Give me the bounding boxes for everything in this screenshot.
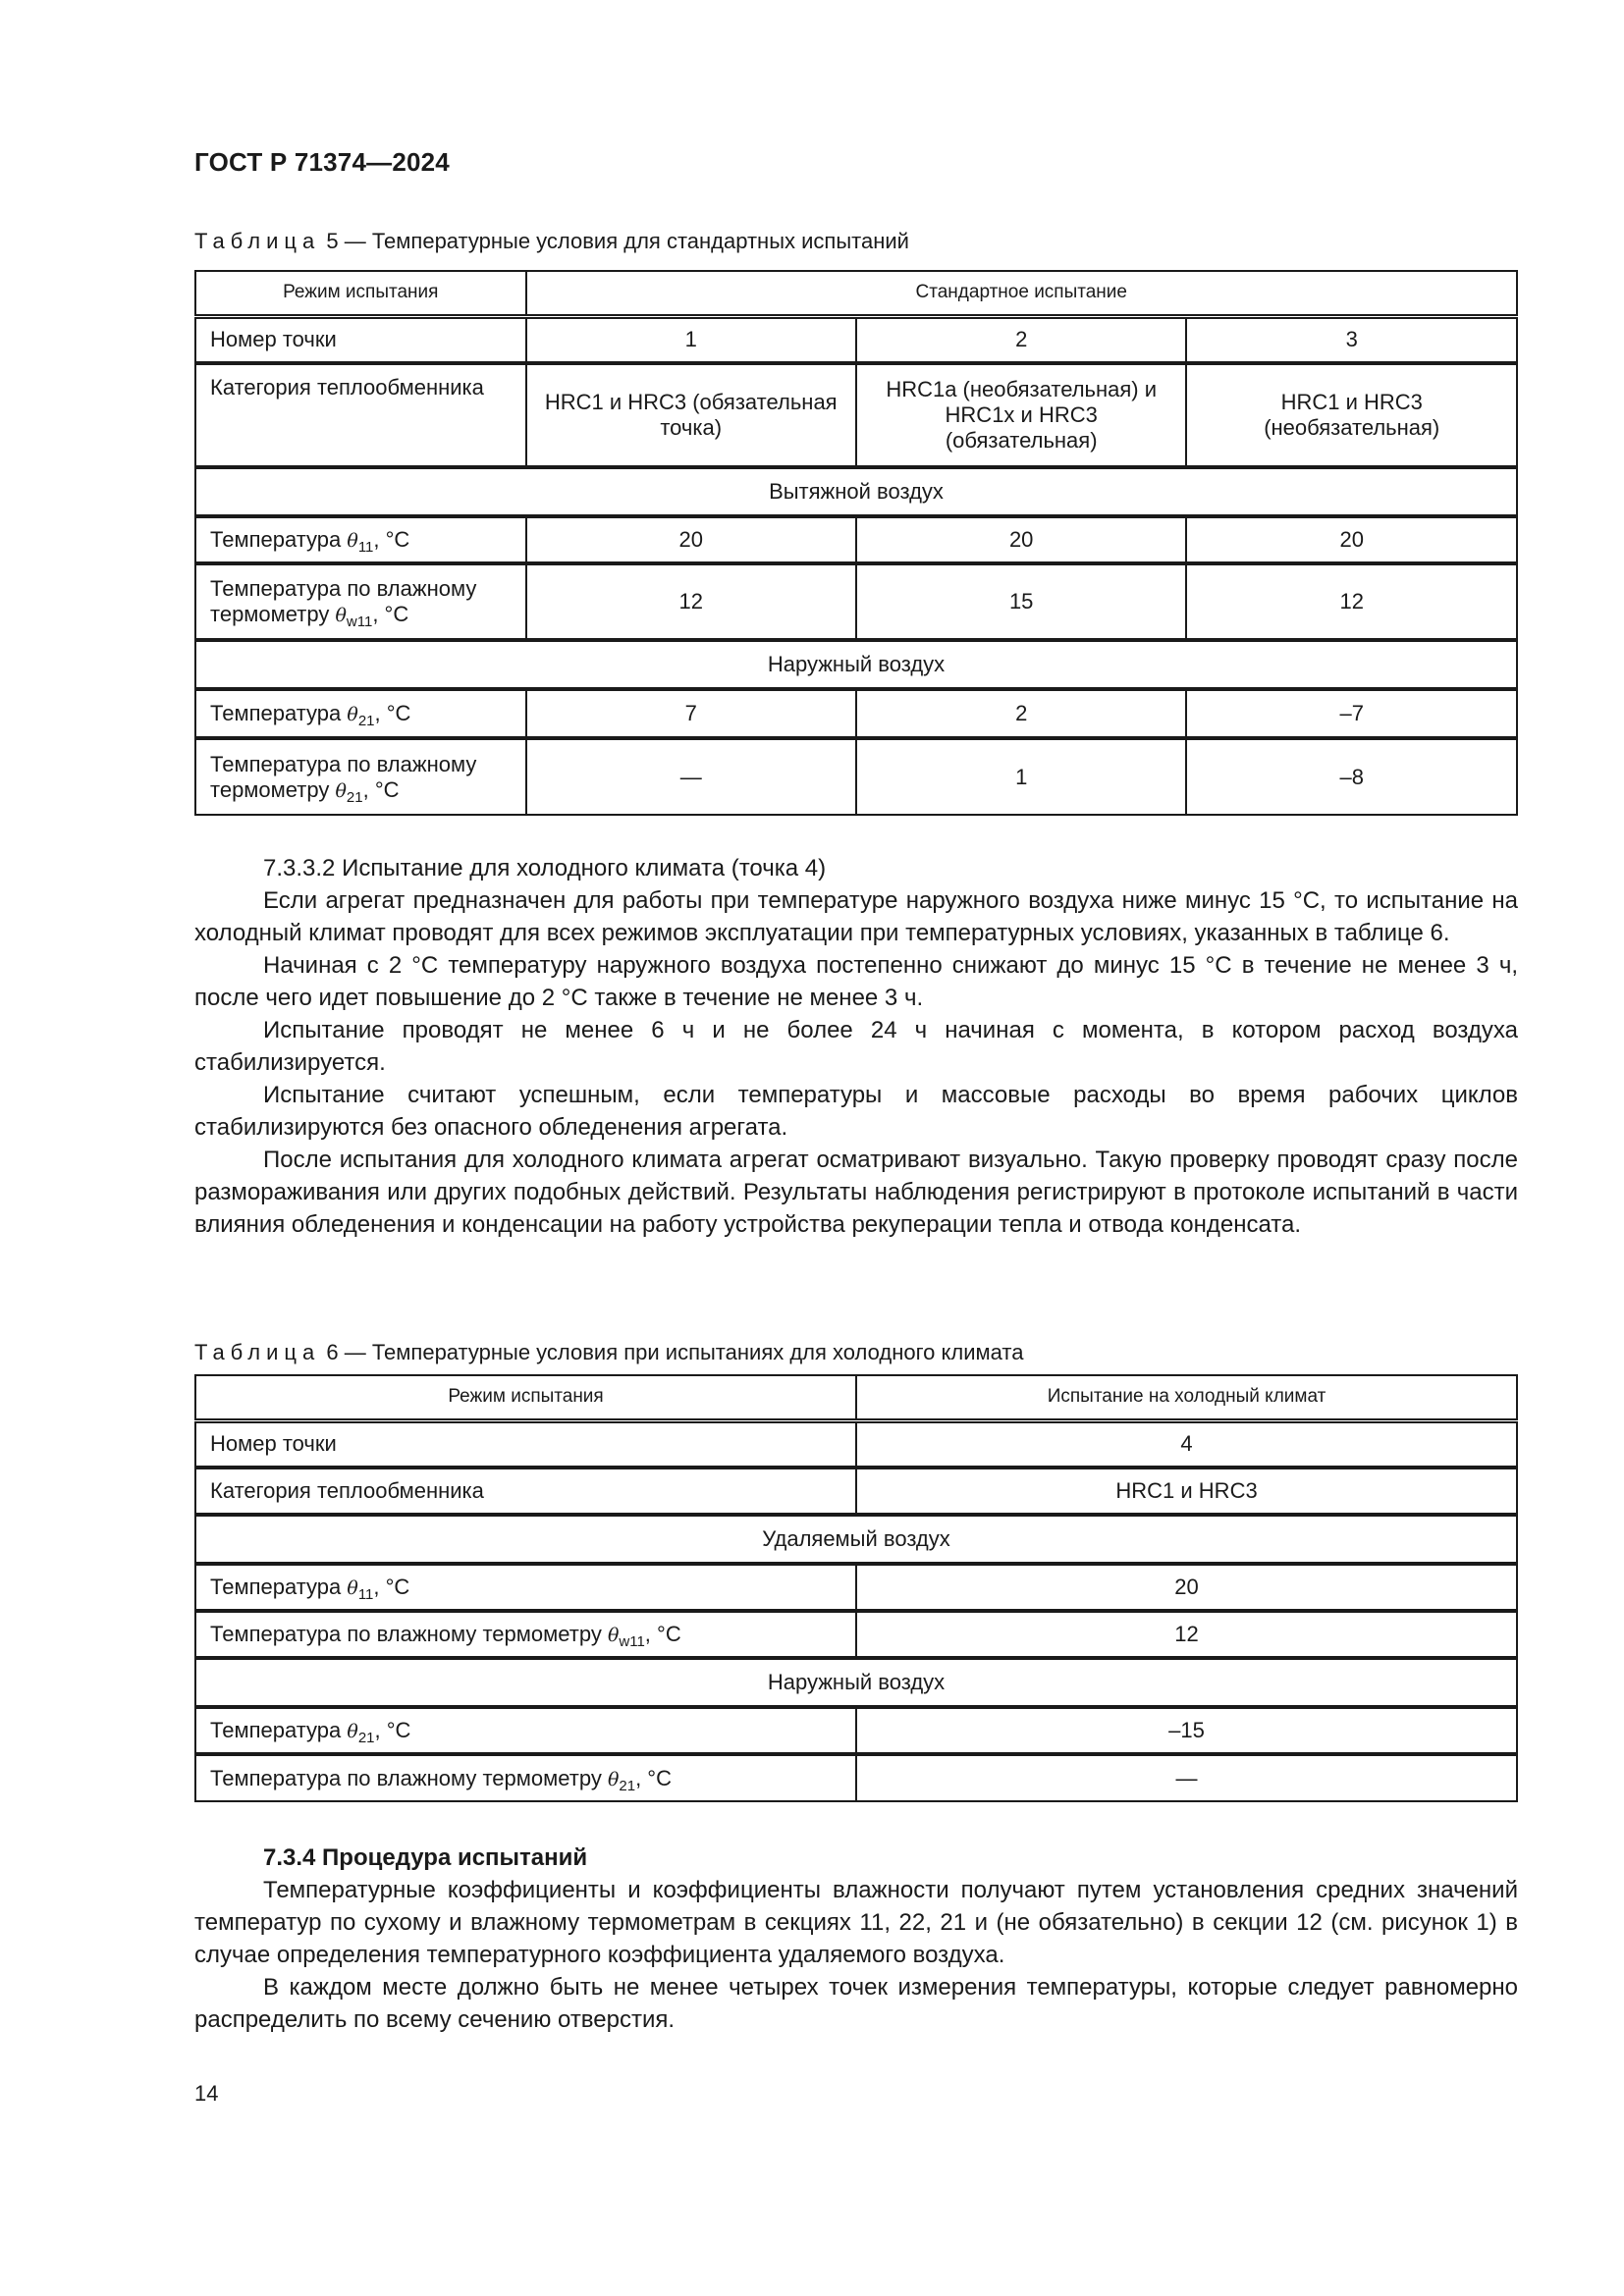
row-label: Номер точки xyxy=(195,316,526,363)
label-text: Температура по влажному xyxy=(210,576,477,601)
table6-caption-word: Таблица xyxy=(194,1340,321,1364)
label-text: Температура xyxy=(210,701,348,725)
label-text: Температура xyxy=(210,527,348,552)
page-number: 14 xyxy=(194,2081,219,2106)
section-title: Удаляемый воздух xyxy=(195,1515,1517,1564)
table5-header-row xyxy=(195,271,1517,316)
unit: , °С xyxy=(373,527,410,552)
row-label: Категория теплообменника xyxy=(195,1468,856,1515)
unit: , °С xyxy=(362,776,400,802)
subscript: 11 xyxy=(357,1586,374,1603)
section-title: Вытяжной воздух xyxy=(195,467,1517,516)
cell: 1 xyxy=(526,316,856,363)
label-text: Температура по влажному термометру xyxy=(210,1765,608,1790)
cell: 4 xyxy=(856,1420,1517,1468)
table5-caption xyxy=(194,229,909,254)
paragraph: Если агрегат предназначен для работы при температуре наружного воздуха ниже минус 15 °С, то испытание на холодный климат проводят для всех режимов эксплуатации при температурных условиях, указанных в таблице 6. xyxy=(194,887,1518,946)
theta-symbol: θ xyxy=(347,1577,358,1599)
row-label xyxy=(195,516,526,563)
cell: 20 xyxy=(526,516,856,563)
table6-caption-text: 6 — Температурные условия при испытаниях для холодного климата xyxy=(326,1340,1024,1364)
label-text: Температура по влажному xyxy=(210,751,477,776)
theta-symbol: θ xyxy=(335,779,347,802)
row-label xyxy=(195,689,526,738)
paragraph: Испытание считают успешным, если температуры и массовые расходы во время рабочих циклов стабилизируются без опасного обледенения агрегата. xyxy=(194,1082,1518,1141)
section-row xyxy=(195,467,1517,516)
cell: 2 xyxy=(856,316,1187,363)
cell: –15 xyxy=(856,1707,1517,1754)
document-id: ГОСТ Р 71374—2024 xyxy=(194,147,450,177)
theta-symbol: θ xyxy=(347,704,358,725)
label-text: термометру xyxy=(210,776,336,802)
subscript: 21 xyxy=(357,1730,375,1746)
section-7332 xyxy=(194,852,1518,1241)
table6-caption xyxy=(194,1340,1023,1365)
section-title: Наружный воздух xyxy=(195,640,1517,689)
table-row xyxy=(195,316,1517,363)
section-734 xyxy=(194,1842,1518,2036)
section-heading: 7.3.3.2 Испытание для холодного климата (точка 4) xyxy=(263,855,827,881)
subscript: 21 xyxy=(619,1777,636,1794)
table-row xyxy=(195,738,1517,815)
section-title: Наружный воздух xyxy=(195,1658,1517,1707)
cell: HRC1 и HRC3 xyxy=(856,1468,1517,1515)
table5-caption-word: Таблица xyxy=(194,229,321,253)
subscript: w11 xyxy=(619,1633,645,1650)
cell: 15 xyxy=(856,563,1187,640)
cell: 20 xyxy=(1186,516,1517,563)
table5-caption-text: 5 — Температурные условия для стандартных испытаний xyxy=(326,229,909,253)
table-row xyxy=(195,1707,1517,1754)
theta-symbol: θ xyxy=(347,530,358,552)
row-label xyxy=(195,738,526,815)
table6 xyxy=(194,1374,1518,1802)
theta-symbol: θ xyxy=(607,1625,620,1646)
cell: 7 xyxy=(526,689,856,738)
cell: 12 xyxy=(1186,563,1517,640)
paragraph: Испытание проводят не менее 6 ч и не более 24 ч начиная с момента, в котором расход воздуха стабилизируется. xyxy=(194,1017,1518,1076)
row-label xyxy=(195,1564,856,1611)
row-label: Номер точки xyxy=(195,1420,856,1468)
label-text: Температура по влажному термометру xyxy=(210,1622,608,1646)
unit: , °С xyxy=(374,701,411,725)
table-row xyxy=(195,689,1517,738)
table6-header-cold: Испытание на холодный климат xyxy=(856,1375,1517,1420)
section-row xyxy=(195,640,1517,689)
table5 xyxy=(194,270,1518,816)
row-label: Категория теплообменника xyxy=(195,363,526,467)
cell: 2 xyxy=(856,689,1187,738)
row-label xyxy=(195,1707,856,1754)
table-row xyxy=(195,563,1517,640)
unit: , °С xyxy=(374,1718,411,1742)
section-row xyxy=(195,1658,1517,1707)
cell: — xyxy=(526,738,856,815)
subscript: 11 xyxy=(357,539,374,556)
unit: , °С xyxy=(372,602,409,626)
theta-symbol: θ xyxy=(335,605,347,626)
subscript: 21 xyxy=(357,713,375,729)
label-text: Температура xyxy=(210,1718,348,1742)
cell: 12 xyxy=(526,563,856,640)
cell: HRC1 и HRC3 (обязательная точка) xyxy=(526,363,856,467)
table-row xyxy=(195,1468,1517,1515)
table5-header-standard: Стандартное испытание xyxy=(526,271,1518,316)
section-heading: 7.3.4 Процедура испытаний xyxy=(263,1844,588,1871)
row-label xyxy=(195,1754,856,1801)
row-label xyxy=(195,1611,856,1658)
subscript: 21 xyxy=(346,788,363,806)
table5-header-mode: Режим испытания xyxy=(195,271,526,316)
row-label xyxy=(195,563,526,640)
subscript: w11 xyxy=(346,614,373,630)
label-text: Температура xyxy=(210,1575,348,1599)
paragraph: После испытания для холодного климата агрегат осматривают визуально. Такую проверку проводят сразу после размораживания или других подобных действий. Результаты наблюдения регистрируют в протоколе испытаний в части влияния обледенения и конденсации на работу устройства рекуперации тепла и отвода конденсата. xyxy=(194,1147,1518,1238)
theta-symbol: θ xyxy=(347,1721,358,1742)
unit: , °С xyxy=(635,1765,672,1790)
unit: , °С xyxy=(373,1575,410,1599)
table-row xyxy=(195,1754,1517,1801)
table-row xyxy=(195,1564,1517,1611)
table-row xyxy=(195,363,1517,467)
cell: 12 xyxy=(856,1611,1517,1658)
paragraph: Начиная с 2 °С температуру наружного воздуха постепенно снижают до минус 15 °С в течение не менее 3 ч, после чего идет повышение до 2 °С также в течение не менее 3 ч. xyxy=(194,952,1518,1011)
section-row xyxy=(195,1515,1517,1564)
paragraph: Температурные коэффициенты и коэффициенты влажности получают путем установления средних значений температур по сухому и влажному термометрам в секциях 11, 22, 21 и (не обязательно) в секции 12 (см. рисунок 1) в случае определения температурного коэффициента удаляемого воздуха. xyxy=(194,1877,1518,1968)
cell: 20 xyxy=(856,516,1187,563)
cell: HRC1a (необязательная) и HRC1x и HRC3 (обязательная) xyxy=(856,363,1187,467)
cell: 1 xyxy=(856,738,1187,815)
label-text: термометру xyxy=(210,602,336,626)
unit: , °С xyxy=(644,1622,681,1646)
cell: –8 xyxy=(1186,738,1517,815)
table6-header-mode: Режим испытания xyxy=(195,1375,856,1420)
theta-symbol: θ xyxy=(607,1768,620,1790)
table-row xyxy=(195,1420,1517,1468)
cell: 3 xyxy=(1186,316,1517,363)
cell: 20 xyxy=(856,1564,1517,1611)
table-row xyxy=(195,1611,1517,1658)
cell: HRC1 и HRC3 (необязательная) xyxy=(1186,363,1517,467)
table-row xyxy=(195,516,1517,563)
table6-header-row xyxy=(195,1375,1517,1420)
paragraph: В каждом месте должно быть не менее четырех точек измерения температуры, которые следует равномерно распределить по всему сечению отверстия. xyxy=(194,1974,1518,2033)
cell: — xyxy=(856,1754,1517,1801)
cell: –7 xyxy=(1186,689,1517,738)
